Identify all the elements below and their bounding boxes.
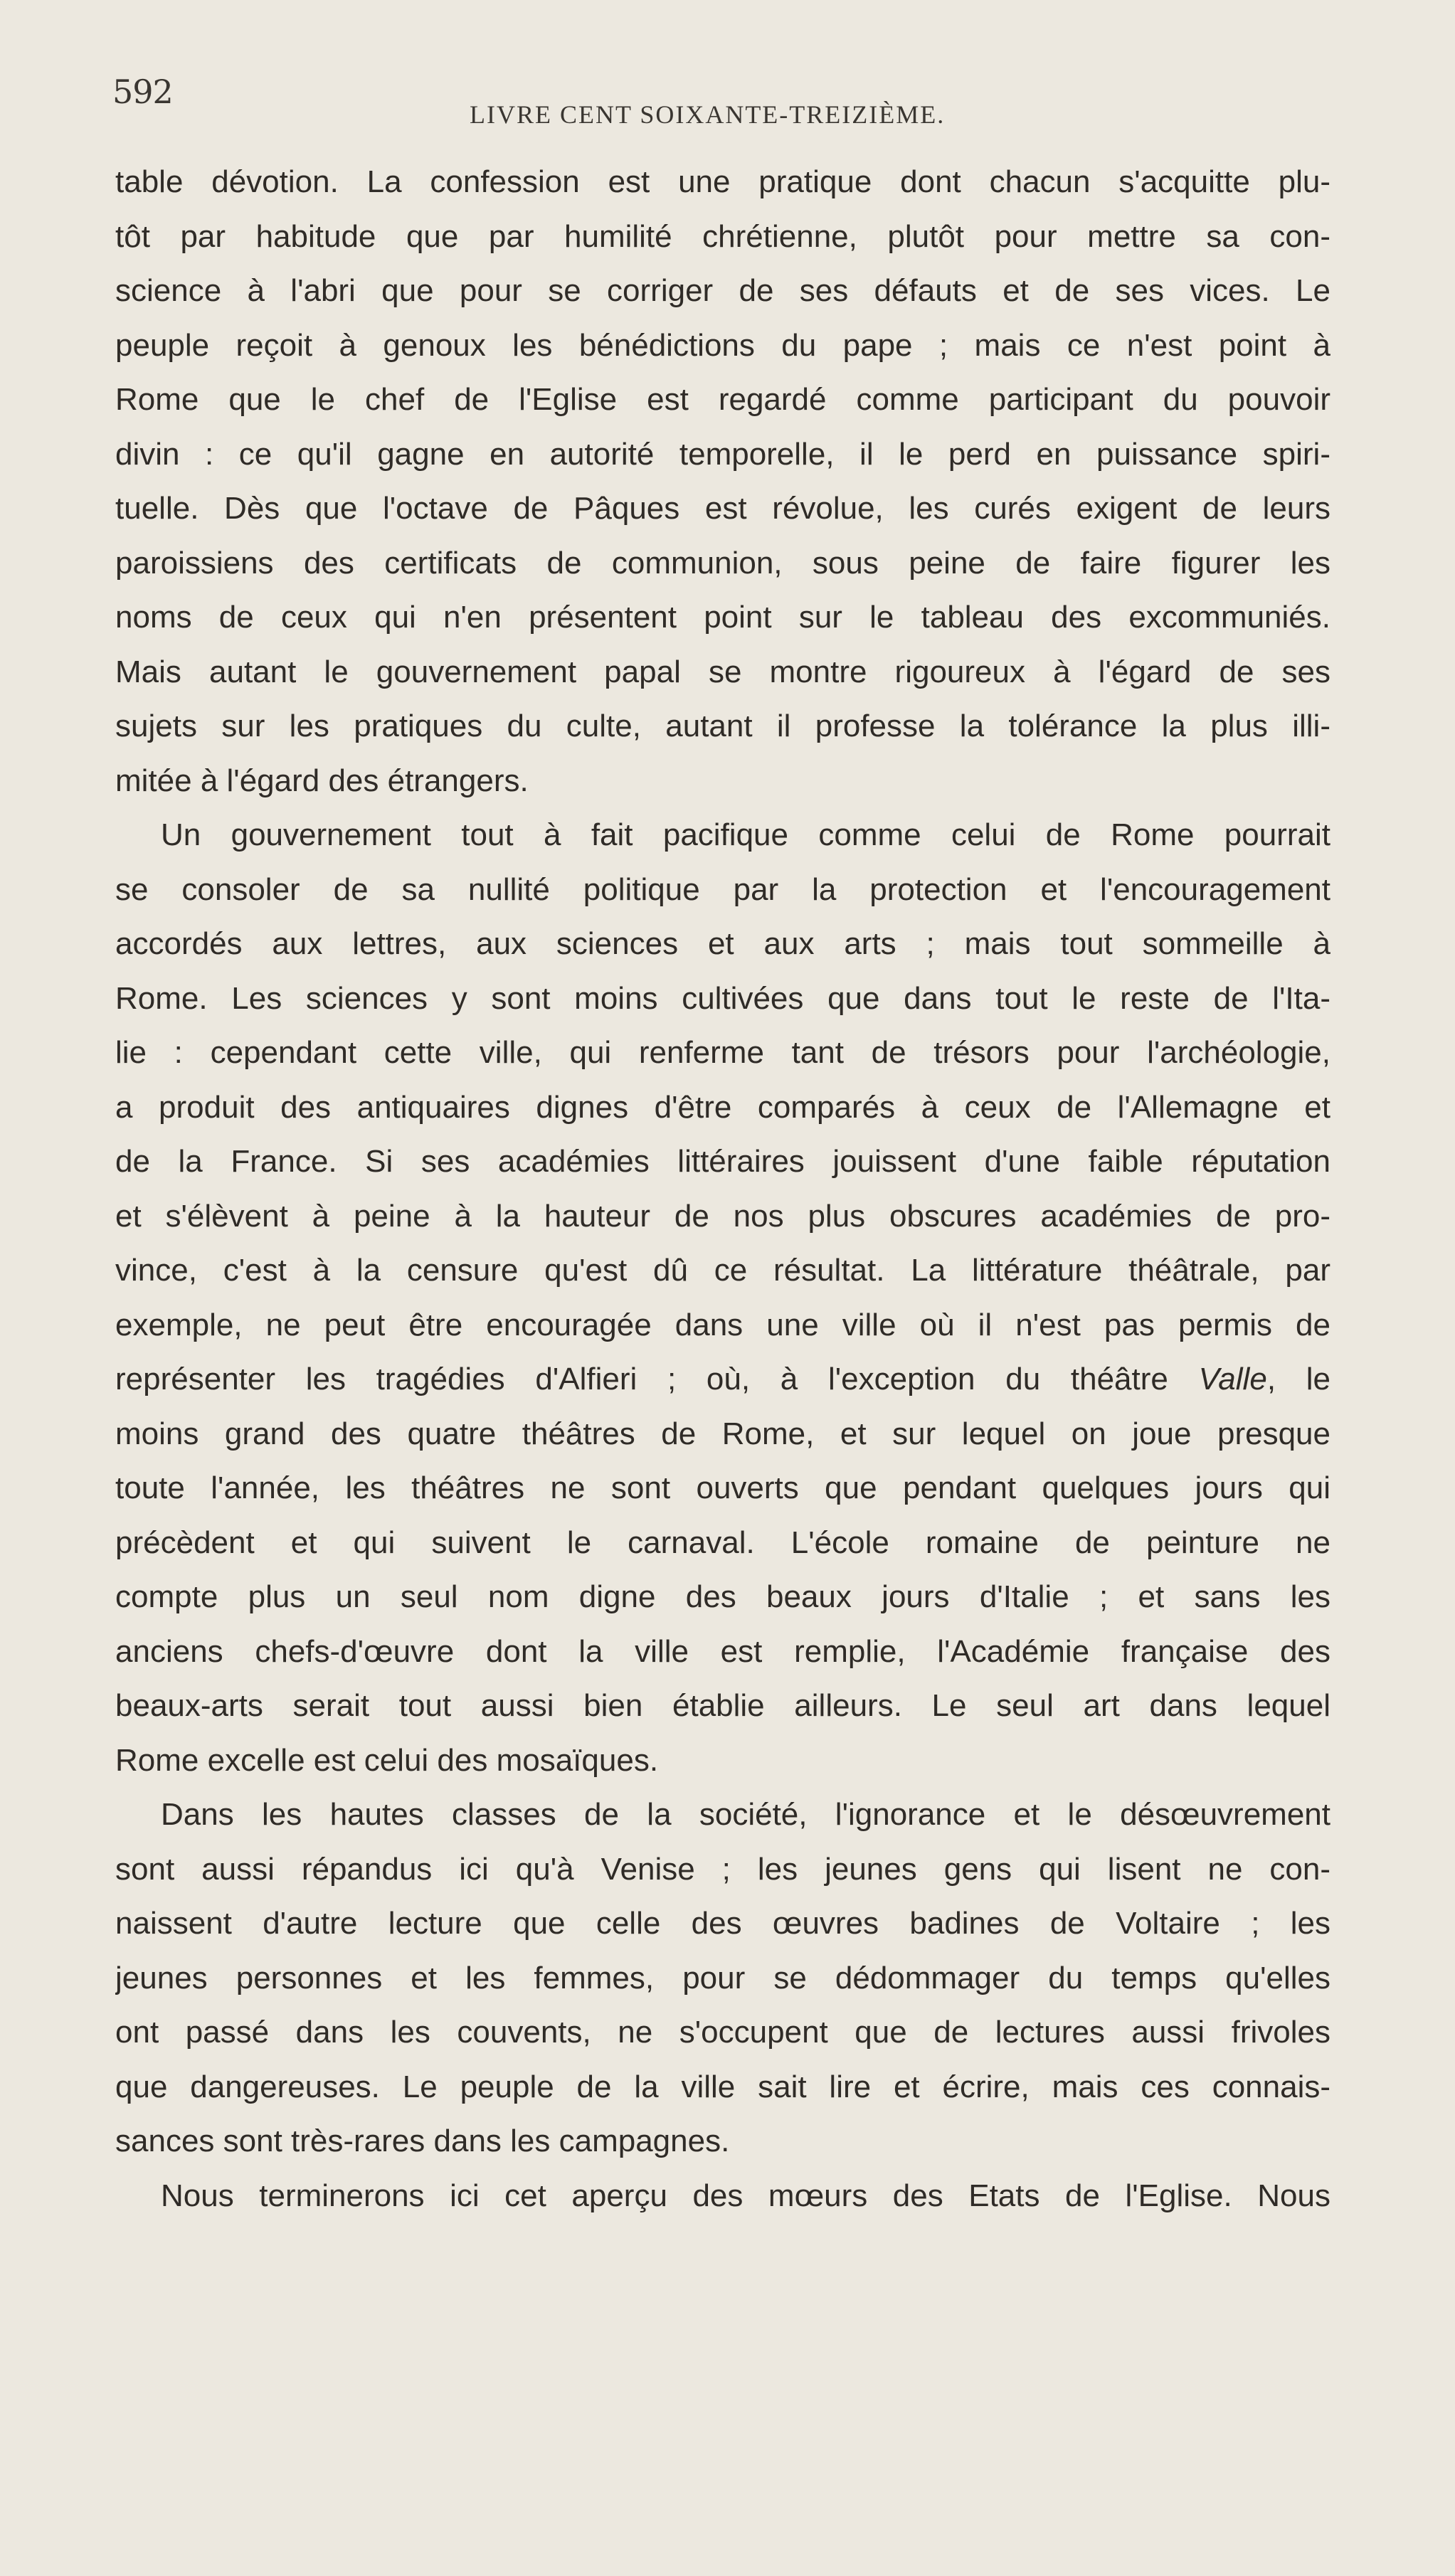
paragraph-2 [115, 808, 1330, 1788]
text-line: sances sont très-rares dans les campagnes. [115, 2124, 730, 2158]
text-line: de la France. Si ses académies littéraires jouissent d'une faible réputation [115, 1144, 1330, 1179]
text-line: lie : cependant cette ville, qui renferme tant de trésors pour l'archéologie, [115, 1035, 1330, 1070]
text-line: anciens chefs-d'œuvre dont la ville est remplie, l'Académie française des [115, 1633, 1330, 1669]
text-line: compte plus un seul nom digne des beaux jours d'Italie ; et sans les [115, 1579, 1330, 1614]
text-line: jeunes personnes et les femmes, pour se dédommager du temps qu'elles [115, 1960, 1330, 1995]
text-line: a produit des antiquaires dignes d'être comparés à ceux de l'Allemagne et [115, 1089, 1330, 1125]
text-line: divin : ce qu'il gagne en autorité temporelle, il le perd en puissance spiri- [115, 436, 1330, 472]
text-line: Dans les hautes classes de la société, l'ignorance et le désœuvrement [161, 1797, 1330, 1832]
text-line: Rome que le chef de l'Eglise est regardé comme participant du pouvoir [115, 382, 1330, 417]
text-line: moins grand des quatre théâtres de Rome, et sur lequel on joue presque [115, 1416, 1330, 1451]
text-line: Rome. Les sciences y sont moins cultivées que dans tout le reste de l'Ita- [115, 980, 1330, 1016]
text-line: naissent d'autre lecture que celle des œuvres badines de Voltaire ; les [115, 1906, 1330, 1941]
text-line-part: représenter les tragédies d'Alfieri ; où, à l'exception du théâtre [115, 1362, 1199, 1396]
text-line: noms de ceux qui n'en présentent point sur le tableau des excommuniés. [115, 600, 1330, 635]
text-line: que dangereuses. Le peuple de la ville sait lire et écrire, mais ces connais- [115, 2069, 1330, 2104]
text-line: Rome excelle est celui des mosaïques. [115, 1742, 659, 1778]
text-line: ont passé dans les couvents, ne s'occupent que de lectures aussi frivoles [115, 2015, 1330, 2050]
text-line: vince, c'est à la censure qu'est dû ce résultat. La littérature théâtrale, par [115, 1253, 1330, 1288]
text-line: accordés aux lettres, aux sciences et aux arts ; mais tout sommeille à [115, 926, 1330, 961]
text-line: peuple reçoit à genoux les bénédictions du pape ; mais ce n'est point à [115, 327, 1330, 363]
text-line-part: , le [1266, 1362, 1330, 1396]
text-line: science à l'abri que pour se corriger de ses défauts et de ses vices. Le [115, 273, 1330, 308]
text-line: paroissiens des certificats de communion, sous peine de faire figurer les [115, 545, 1330, 581]
text-line-with-italic [115, 1352, 1330, 1407]
text-line: toute l'année, les théâtres ne sont ouverts que pendant quelques jours qui [115, 1470, 1330, 1505]
text-line: tuelle. Dès que l'octave de Pâques est révolue, les curés exigent de leurs [115, 491, 1330, 526]
text-line: tôt par habitude que par humilité chrétienne, plutôt pour mettre sa con- [115, 218, 1330, 254]
text-line: se consoler de sa nullité politique par la protection et l'encouragement [115, 871, 1330, 907]
text-line: sujets sur les pratiques du culte, autant il professe la tolérance la plus illi- [115, 709, 1330, 743]
body-text [115, 155, 1330, 2223]
text-line: et s'élèvent à peine à la hauteur de nos plus obscures académies de pro- [115, 1198, 1330, 1234]
text-line: mitée à l'égard des étrangers. [115, 763, 529, 798]
text-line: beaux-arts serait tout aussi bien établie ailleurs. Le seul art dans lequel [115, 1688, 1330, 1723]
page-number: 592 [112, 73, 173, 111]
text-line: exemple, ne peut être encouragée dans une ville où il n'est pas permis de [115, 1307, 1330, 1342]
paragraph-4 [115, 2169, 1330, 2224]
text-line: Un gouvernement tout à fait pacifique comme celui de Rome pourrait [161, 817, 1330, 852]
paragraph-3 [115, 1788, 1330, 2169]
running-title: LIVRE CENT SOIXANTE-TREIZIÈME. [470, 100, 946, 129]
text-line: table dévotion. La confession est une pratique dont chacun s'acquitte plu- [115, 164, 1330, 199]
text-line: précèdent et qui suivent le carnaval. L'école romaine de peinture ne [115, 1525, 1330, 1560]
italic-theatre-name: Valle [1198, 1362, 1267, 1396]
text-line: Nous terminerons ici cet aperçu des mœurs des Etats de l'Eglise. Nous [161, 2178, 1330, 2213]
text-line: sont aussi répandus ici qu'à Venise ; les jeunes gens qui lisent ne con- [115, 1851, 1330, 1887]
paragraph-1 [115, 155, 1330, 808]
text-line: Mais autant le gouvernement papal se montre rigoureux à l'égard de ses [115, 654, 1330, 689]
